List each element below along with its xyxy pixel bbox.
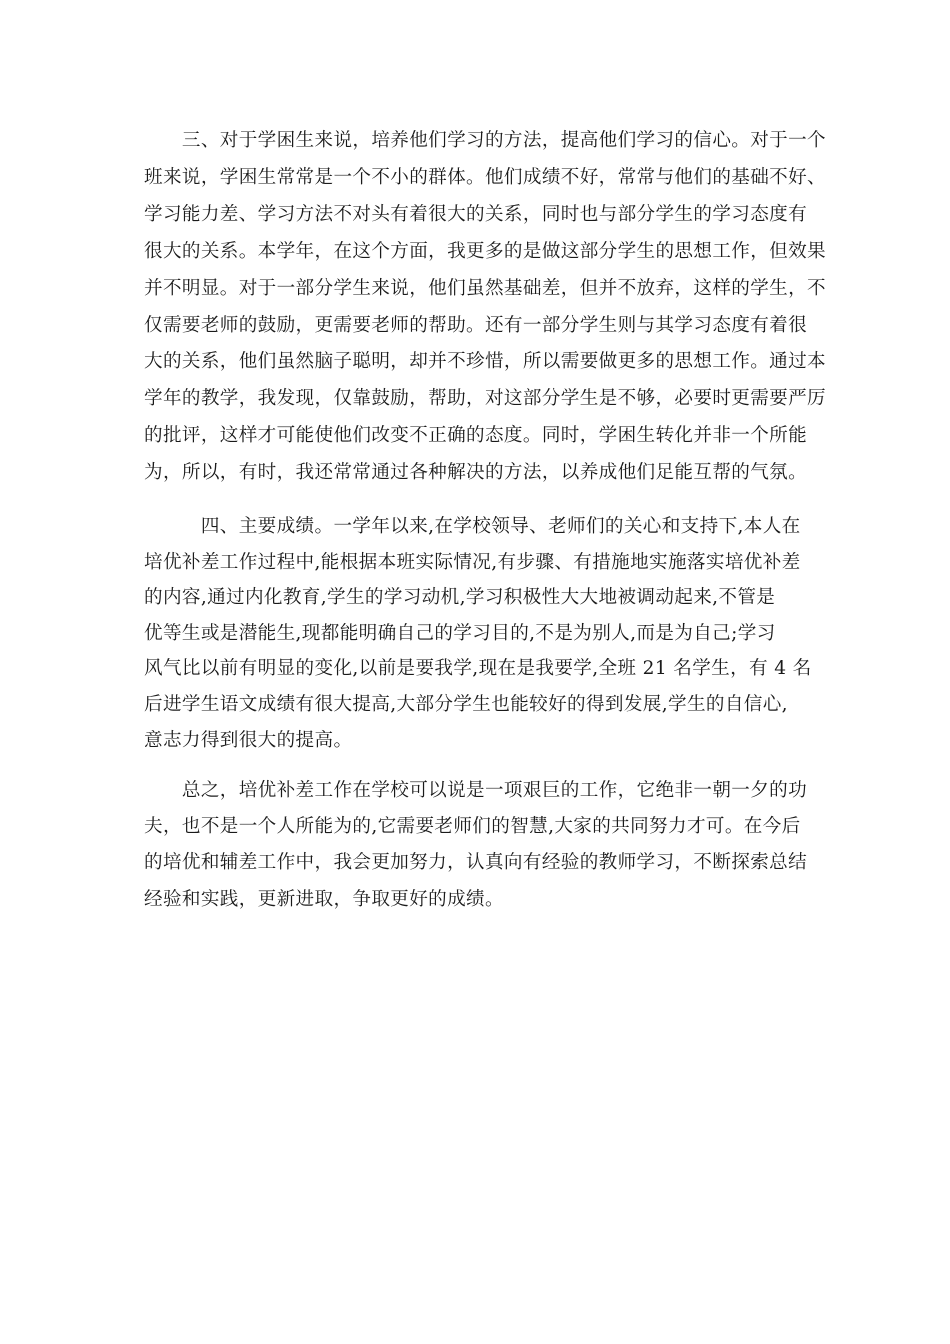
text-line: 仅需要老师的鼓励，更需要老师的帮助。还有一部分学生则与其学习态度有着很 — [144, 314, 808, 336]
text-line: 夫，也不是一个人所能为的,它需要老师们的智慧,大家的共同努力才可。在今后 — [144, 816, 801, 838]
text-line: 培优补差工作过程中,能根据本班实际情况,有步骤、有措施地实施落实培优补差 — [144, 551, 801, 573]
text-line: 四、主要成绩。一学年以来,在学校领导、老师们的关心和支持下,本人在 — [144, 516, 801, 537]
paragraph-main-achievements — [144, 509, 814, 758]
text-line: 总之，培优补差工作在学校可以说是一项艰巨的工作，它绝非一朝一夕的功 — [144, 780, 808, 801]
text-line: 大的关系，他们虽然脑子聪明，却并不珍惜，所以需要做更多的思想工作。通过本 — [144, 351, 826, 373]
text-line: 班来说，学困生常常是一个不小的群体。他们成绩不好，常常与他们的基础不好、 — [144, 166, 826, 188]
text-line: 意志力得到很大的提高。 — [144, 729, 353, 751]
text-line: 后进学生语文成绩有很大提高,大部分学生也能较好的得到发展,学生的自信心, — [144, 693, 788, 715]
text-line: 为，所以，有时，我还常常通过各种解决的方法，以养成他们足能互帮的气氛。 — [144, 462, 808, 484]
text-line: 的培优和辅差工作中，我会更加努力，认真向有经验的教师学习，不断探索总结 — [144, 852, 808, 874]
text-line: 很大的关系。本学年，在这个方面，我更多的是做这部分学生的思想工作，但效果 — [144, 240, 826, 262]
text-line: 风气比以前有明显的变化,以前是要我学,现在是我要学,全班 21 名学生，有 4 名 — [144, 658, 812, 680]
text-line: 优等生或是潜能生,现都能明确自己的学习目的,不是为别人,而是为自己;学习 — [144, 622, 776, 644]
text-line: 的内容,通过内化教育,学生的学习动机,学习积极性大大地被调动起来,不管是 — [144, 587, 776, 609]
paragraph-struggling-students — [144, 123, 826, 492]
text-line: 学习能力差、学习方法不对头有着很大的关系，同时也与部分学生的学习态度有 — [144, 203, 808, 225]
text-line: 并不明显。对于一部分学生来说，他们虽然基础差，但并不放弃，这样的学生，不 — [144, 277, 826, 299]
text-line: 三、对于学困生来说，培养他们学习的方法，提高他们学习的信心。对于一个 — [144, 130, 826, 151]
text-line: 的批评，这样才可能使他们改变不正确的态度。同时，学困生转化并非一个所能 — [144, 425, 808, 447]
text-line: 经验和实践，更新进取，争取更好的成绩。 — [144, 888, 504, 910]
paragraph-conclusion — [144, 773, 814, 918]
text-line: 学年的教学，我发现，仅靠鼓励，帮助，对这部分学生是不够，必要时更需要严厉 — [144, 388, 826, 410]
